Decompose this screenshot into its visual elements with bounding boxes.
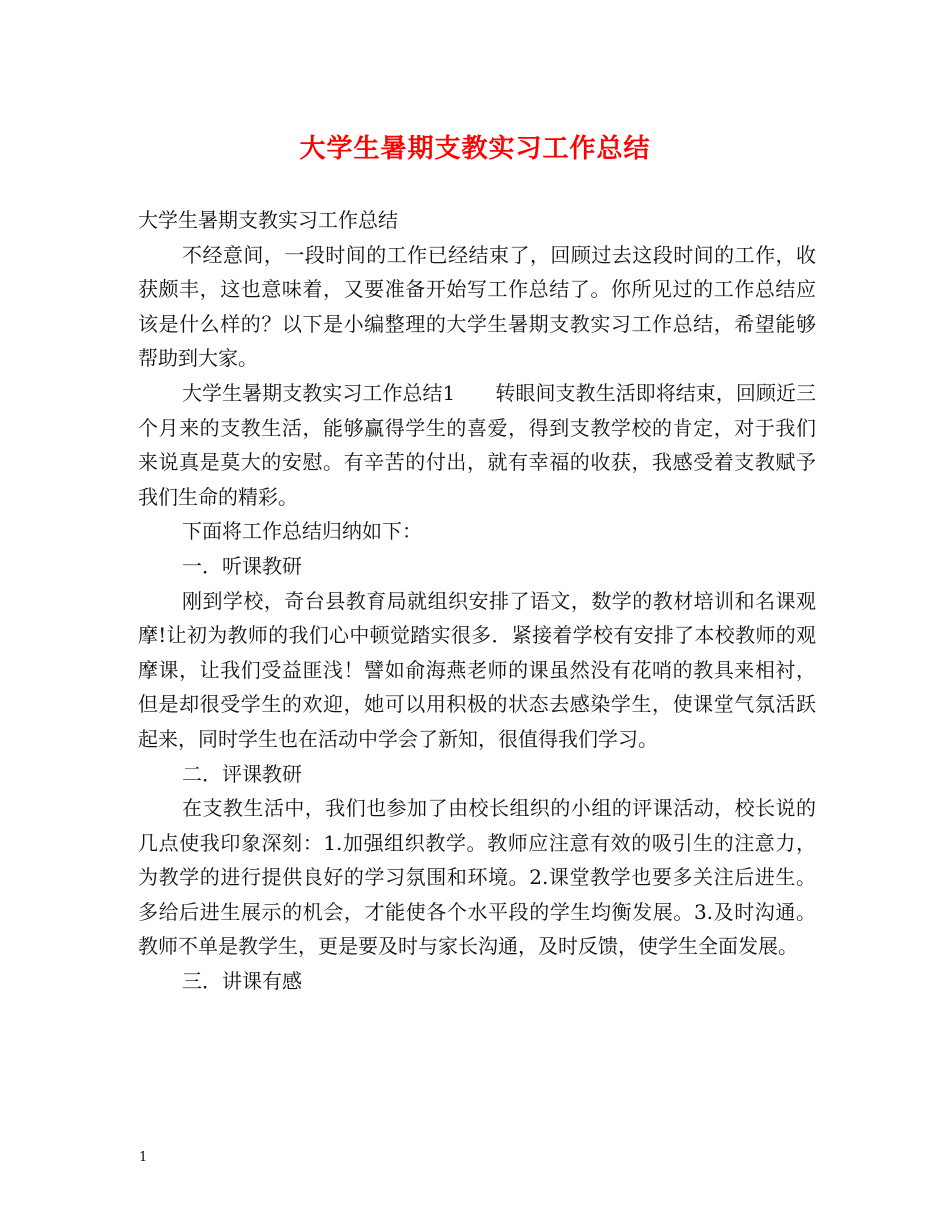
paragraph-section-2: 在支教生活中，我们也参加了由校长组织的小组的评课活动，校长说的几点使我印象深刻：1.加强组织教学。教师应注意有效的吸引生的注意力，为教学的进行提供良好的学习氛围和环境。2.课堂教学也要多关注后进生。多给后进生展示的机会，才能使各个水平段的学生均衡发展。3.及时沟通。教师不单是教学生，更是要及时与家长沟通，及时反馈，使学生全面发展。: [138, 796, 816, 959]
section-heading-1: 一．听课教研: [182, 553, 302, 578]
paragraph-lead-in: 下面将工作总结归纳如下：: [182, 519, 422, 544]
page-number: 1: [139, 1150, 148, 1165]
section-heading-2: 二．评课教研: [182, 761, 302, 786]
document-title: 大学生暑期支教实习工作总结: [299, 134, 651, 164]
document-body: [138, 203, 816, 999]
section-heading-3: 三．讲课有感: [182, 969, 302, 994]
paragraph-section-1: 刚到学校，奇台县教育局就组织安排了语文，数学的教材培训和名课观摩!让初为教师的我们心中顿觉踏实很多．紧接着学校有安排了本校教师的观摩课，让我们受益匪浅！譬如俞海燕老师的课虽然没有花哨的教具来相衬，但是却很受学生的欢迎，她可以用积极的状态去感染学生，使课堂气氛活跃起来，同时学生也在活动中学会了新知，很值得我们学习。: [138, 588, 816, 751]
paragraph-summary-1: 大学生暑期支教实习工作总结1 转眼间支教生活即将结束，回顾近三个月来的支教生活，能够赢得学生的喜爱，得到支教学校的肯定，对于我们来说真是莫大的安慰。有辛苦的付出，就有幸福的收获，我感受着支教赋予我们生命的精彩。: [138, 380, 816, 509]
paragraph-intro: 不经意间，一段时间的工作已经结束了，回顾过去这段时间的工作，收获颇丰，这也意味着，又要准备开始写工作总结了。你所见过的工作总结应该是什么样的？以下是小编整理的大学生暑期支教实习工作总结，希望能够帮助到大家。: [138, 242, 816, 371]
paragraph-subtitle: 大学生暑期支教实习工作总结: [138, 208, 398, 232]
